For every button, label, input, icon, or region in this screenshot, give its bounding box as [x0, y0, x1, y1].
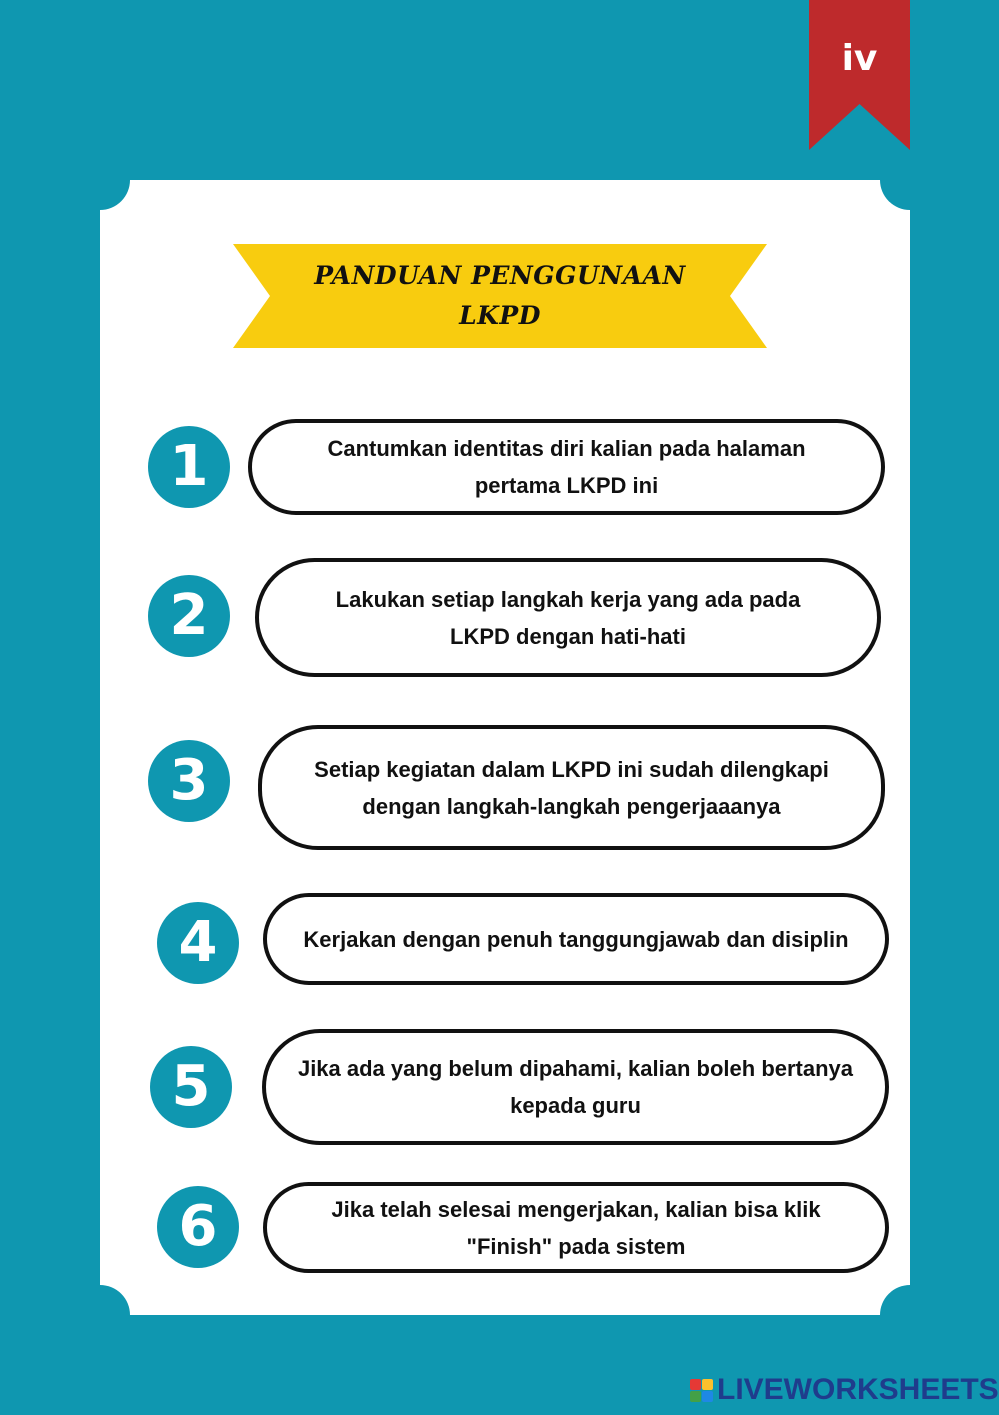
step-number-4: 4 — [157, 902, 239, 984]
step-6-line-1: Jika telah selesai mengerjakan, kalian bisa klik — [331, 1196, 821, 1222]
step-number-6: 6 — [157, 1186, 239, 1268]
step-2-line-1: Lakukan setiap langkah kerja yang ada pada — [335, 586, 801, 612]
step-number-5: 5 — [150, 1046, 232, 1128]
step-1-line-2: pertama LKPD ini — [474, 473, 659, 498]
brand-name: LIVEWORKSHEETS — [717, 1373, 999, 1406]
liveworksheets-watermark — [690, 1373, 999, 1407]
page-title-line-2: LKPD — [459, 301, 541, 330]
step-3-line-2: dengan langkah-langkah pengerjaaanya — [362, 793, 781, 819]
step-instruction-3 — [258, 725, 885, 850]
page-number-label: iv — [841, 38, 878, 79]
title-banner — [233, 244, 767, 348]
step-5-line-2: kepada guru — [510, 1093, 641, 1118]
step-3-line-1: Setiap kegiatan dalam LKPD ini sudah dilengkapi — [314, 756, 829, 782]
step-number-2: 2 — [148, 575, 230, 657]
step-number-1: 1 — [148, 426, 230, 508]
step-instruction-5 — [262, 1029, 889, 1145]
page-title — [233, 256, 767, 336]
page-title-line-1: PANDUAN PENGGUNAAN — [314, 261, 686, 290]
step-instruction-4 — [263, 893, 889, 985]
step-1-line-1: Cantumkan identitas diri kalian pada halaman — [327, 436, 806, 461]
step-number-3: 3 — [148, 740, 230, 822]
step-4-line-1: Kerjakan dengan penuh tanggungjawab dan disiplin — [303, 926, 849, 952]
step-5-line-1: Jika ada yang belum dipahami, kalian boleh bertanya — [297, 1056, 854, 1081]
step-6-line-2: "Finish" pada sistem — [466, 1233, 686, 1259]
step-instruction-1 — [248, 419, 885, 515]
liveworksheets-logo-icon — [690, 1379, 713, 1402]
page-bookmark — [809, 0, 910, 150]
step-instruction-6 — [263, 1182, 889, 1273]
step-2-line-2: LKPD dengan hati-hati — [450, 623, 686, 649]
step-instruction-2 — [255, 558, 881, 677]
